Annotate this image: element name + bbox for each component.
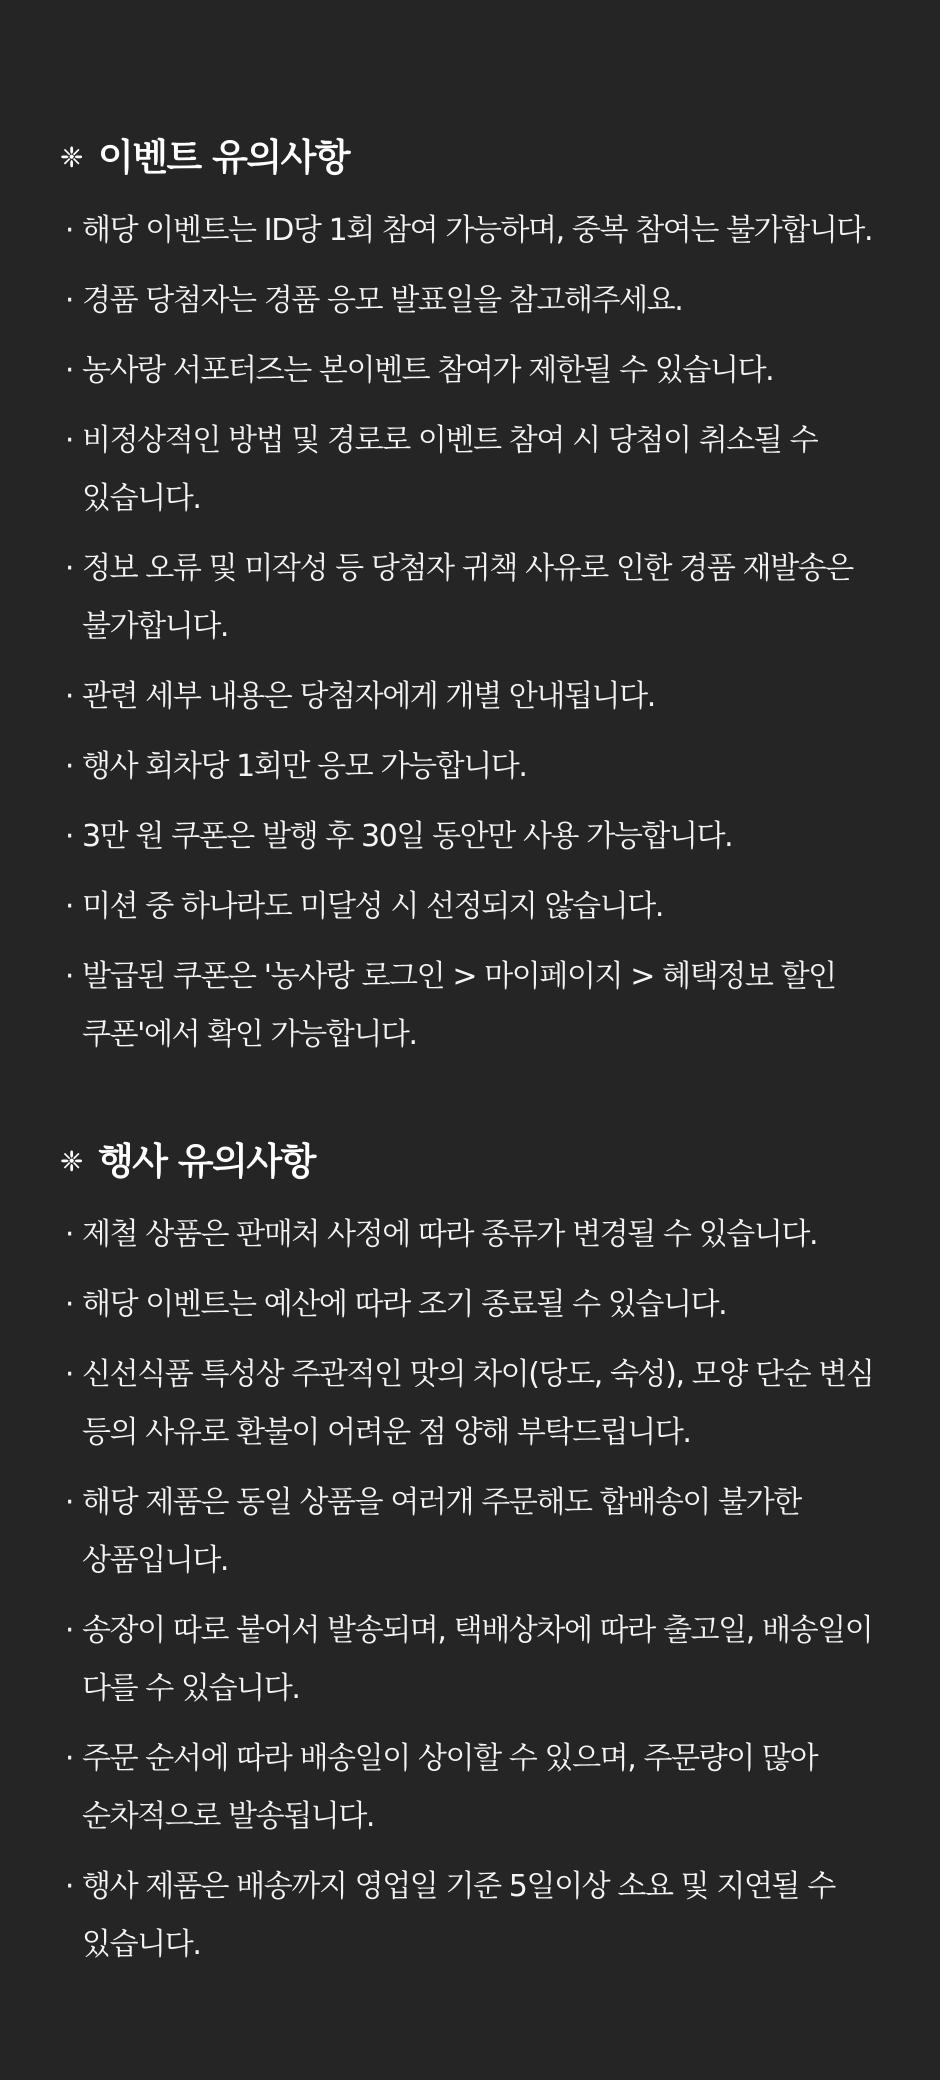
- bullet-icon: ·: [64, 819, 74, 854]
- list-item: [60, 540, 888, 656]
- decorative-mark-icon: ❈: [60, 1145, 82, 1178]
- promotion-notice-list: [60, 1206, 888, 1974]
- bullet-icon: ·: [64, 1869, 74, 1904]
- bullet-icon: ·: [64, 679, 74, 714]
- bullet-icon: ·: [64, 889, 74, 924]
- bullet-icon: ·: [64, 213, 74, 248]
- list-item: [60, 202, 888, 260]
- promotion-notice-section: [60, 1132, 888, 1974]
- section-title: [60, 1132, 888, 1192]
- list-item-text: 주문 순서에 따라 배송일이 상이할 수 있으며, 주문량이 많아 순차적으로 발송됩니다.: [82, 1741, 818, 1834]
- list-item: [60, 272, 888, 330]
- bullet-icon: ·: [64, 551, 74, 586]
- bullet-icon: ·: [64, 1741, 74, 1776]
- section-title-text: 이벤트 유의사항: [98, 136, 350, 179]
- list-item-text: 해당 이벤트는 예산에 따라 조기 종료될 수 있습니다.: [82, 1287, 727, 1322]
- list-item-text: 행사 제품은 배송까지 영업일 기준 5일이상 소요 및 지연될 수 있습니다.: [82, 1869, 835, 1962]
- bullet-icon: ·: [64, 353, 74, 388]
- list-item-text: 제철 상품은 판매처 사정에 따라 종류가 변경될 수 있습니다.: [82, 1217, 818, 1252]
- list-item-text: 정보 오류 및 미작성 등 당첨자 귀책 사유로 인한 경품 재발송은 불가합니다.: [82, 551, 853, 644]
- list-item-text: 경품 당첨자는 경품 응모 발표일을 참고해주세요.: [82, 283, 683, 318]
- bullet-icon: ·: [64, 1217, 74, 1252]
- list-item-text: 관련 세부 내용은 당첨자에게 개별 안내됩니다.: [82, 679, 655, 714]
- bullet-icon: ·: [64, 749, 74, 784]
- event-notice-list: [60, 202, 888, 1064]
- list-item: [60, 412, 888, 528]
- list-item-text: 농사랑 서포터즈는 본이벤트 참여가 제한될 수 있습니다.: [82, 353, 774, 388]
- bullet-icon: ·: [64, 283, 74, 318]
- list-item: [60, 1602, 888, 1718]
- list-item: [60, 948, 888, 1064]
- bullet-icon: ·: [64, 1613, 74, 1648]
- list-item-text: 행사 회차당 1회만 응모 가능합니다.: [82, 749, 527, 784]
- list-item-text: 해당 제품은 동일 상품을 여러개 주문해도 합배송이 불가한 상품입니다.: [82, 1485, 801, 1578]
- bullet-icon: ·: [64, 1485, 74, 1520]
- list-item: [60, 1346, 888, 1462]
- list-item: [60, 878, 888, 936]
- list-item-text: 신선식품 특성상 주관적인 맛의 차이(당도, 숙성), 모양 단순 변심 등의 사유로 환불이 어려운 점 양해 부탁드립니다.: [82, 1357, 874, 1450]
- list-item-text: 비정상적인 방법 및 경로로 이벤트 참여 시 당첨이 취소될 수 있습니다.: [82, 423, 818, 516]
- list-item: [60, 342, 888, 400]
- list-item: [60, 1474, 888, 1590]
- list-item: [60, 808, 888, 866]
- bullet-icon: ·: [64, 959, 74, 994]
- list-item: [60, 1858, 888, 1974]
- list-item: [60, 668, 888, 726]
- list-item-text: 3만 원 쿠폰은 발행 후 30일 동안만 사용 가능합니다.: [82, 819, 733, 854]
- bullet-icon: ·: [64, 1287, 74, 1322]
- decorative-mark-icon: ❈: [60, 141, 82, 174]
- list-item: [60, 1206, 888, 1264]
- list-item: [60, 1276, 888, 1334]
- list-item: [60, 738, 888, 796]
- event-notice-section: [60, 128, 888, 1064]
- list-item-text: 송장이 따로 붙어서 발송되며, 택배상차에 따라 출고일, 배송일이 다를 수 있습니다.: [82, 1613, 873, 1706]
- bullet-icon: ·: [64, 423, 74, 458]
- list-item-text: 발급된 쿠폰은 '농사랑 로그인 > 마이페이지 > 혜택정보 할인 쿠폰'에서 확인 가능합니다.: [82, 959, 836, 1052]
- list-item-text: 미션 중 하나라도 미달성 시 선정되지 않습니다.: [82, 889, 663, 924]
- bullet-icon: ·: [64, 1357, 74, 1392]
- section-title: [60, 128, 888, 188]
- list-item: [60, 1730, 888, 1846]
- section-title-text: 행사 유의사항: [98, 1140, 315, 1183]
- list-item-text: 해당 이벤트는 ID당 1회 참여 가능하며, 중복 참여는 불가합니다.: [82, 213, 873, 248]
